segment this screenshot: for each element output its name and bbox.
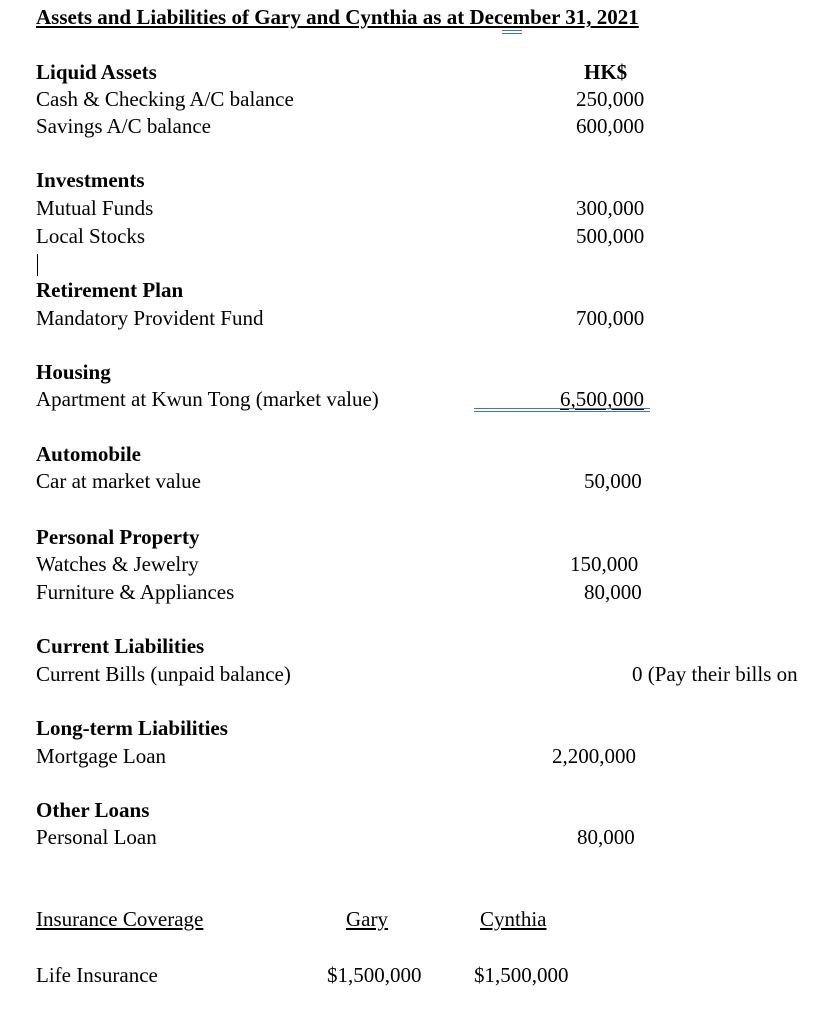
- item-label: Mutual Funds: [36, 196, 154, 220]
- section-heading-personal-property: Personal Property: [36, 525, 200, 549]
- section-heading-long-term-liabilities: Long-term Liabilities: [36, 716, 228, 740]
- item-amount: 150,000: [570, 552, 639, 576]
- section-heading-investments: Investments: [36, 168, 145, 192]
- insurance-cynthia-value: $1,500,000: [474, 963, 569, 987]
- item-label: Cash & Checking A/C balance: [36, 87, 294, 111]
- text-cursor: [37, 254, 38, 276]
- section-heading-other-loans: Other Loans: [36, 798, 150, 822]
- item-label: Mortgage Loan: [36, 744, 167, 768]
- item-amount: 50,000: [584, 469, 642, 493]
- item-amount: 300,000: [576, 196, 645, 220]
- title-proofing-underline: [502, 30, 522, 34]
- item-amount: 250,000: [576, 87, 645, 111]
- item-label: Apartment at Kwun Tong (market value): [36, 387, 379, 411]
- item-label: Car at market value: [36, 469, 202, 493]
- item-amount: 2,200,000: [552, 744, 636, 768]
- page-title: Assets and Liabilities of Gary and Cynthia as at December 31, 2021: [36, 5, 639, 29]
- section-heading-liquid-assets: Liquid Assets: [36, 60, 157, 84]
- insurance-heading: Insurance Coverage: [36, 907, 204, 931]
- item-label: Current Bills (unpaid balance): [36, 662, 291, 686]
- section-heading-retirement-plan: Retirement Plan: [36, 278, 184, 302]
- item-label: Watches & Jewelry: [36, 552, 199, 576]
- section-heading-automobile: Automobile: [36, 442, 141, 466]
- section-heading-current-liabilities: Current Liabilities: [36, 634, 205, 658]
- currency-header: HK$: [584, 60, 628, 84]
- item-label: Personal Loan: [36, 825, 157, 849]
- item-amount: 80,000: [584, 580, 642, 604]
- section-heading-housing: Housing: [36, 360, 111, 384]
- item-amount: 0 (Pay their bills on: [632, 662, 798, 686]
- item-label: Savings A/C balance: [36, 114, 211, 138]
- item-amount: 6,500,000: [560, 387, 644, 411]
- item-amount: 600,000: [576, 114, 645, 138]
- item-label: Furniture & Appliances: [36, 580, 235, 604]
- insurance-col-gary: Gary: [346, 907, 388, 931]
- insurance-gary-value: $1,500,000: [327, 963, 422, 987]
- housing-proofing-underline: [474, 408, 650, 412]
- item-label: Local Stocks: [36, 224, 146, 248]
- item-amount: 500,000: [576, 224, 645, 248]
- insurance-col-cynthia: Cynthia: [480, 907, 547, 931]
- item-amount: 80,000: [577, 825, 635, 849]
- item-label: Mandatory Provident Fund: [36, 306, 264, 330]
- item-amount: 700,000: [576, 306, 645, 330]
- insurance-row-label: Life Insurance: [36, 963, 158, 987]
